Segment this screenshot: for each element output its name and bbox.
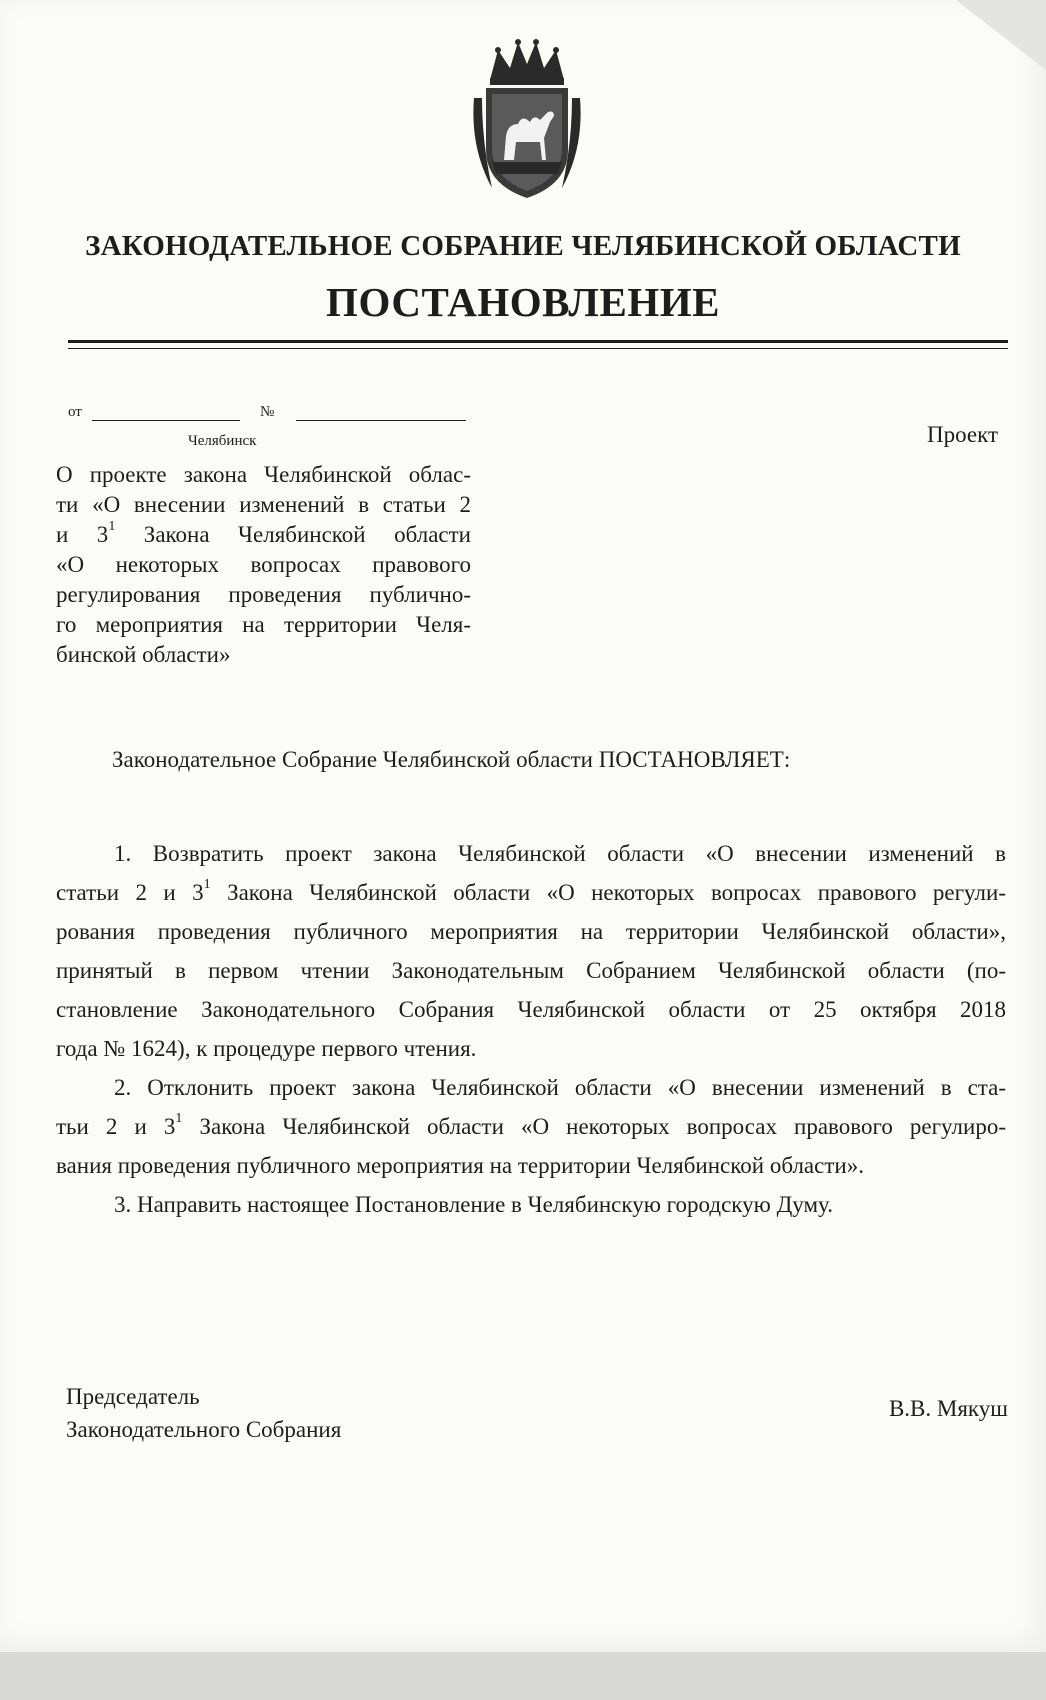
item-2-line: 2. Отклонить проект закона Челябинской области «О внесении изменений в ста- bbox=[114, 1075, 1006, 1100]
header-rule-thin bbox=[68, 348, 1008, 349]
subject-line: О проекте закона Челябинской облас- bbox=[56, 462, 471, 487]
resolution-items bbox=[56, 836, 1006, 1226]
signatory-title-line: Законодательного Собрания bbox=[66, 1417, 342, 1442]
subject-line: ти «О внесении изменений в статьи 2 bbox=[56, 492, 471, 517]
subject-line: регулирования проведения публично- bbox=[56, 582, 471, 607]
coat-of-arms-emblem bbox=[468, 38, 586, 203]
header-rule-thick bbox=[68, 340, 1008, 343]
scan-bottom-edge bbox=[0, 1652, 1046, 1700]
subject-text: и 3 bbox=[56, 522, 109, 547]
subject-line: «О некоторых вопросах правового bbox=[56, 552, 471, 577]
item-1-line: становление Законодательного Собрания Челябинской области от 25 октября 2018 bbox=[56, 997, 1006, 1022]
item-1-line: года № 1624), к процедуре первого чтения. bbox=[56, 1036, 477, 1061]
item-1-line bbox=[56, 875, 1006, 914]
item-superscript: 1 bbox=[175, 1111, 183, 1127]
item-superscript: 1 bbox=[203, 877, 211, 893]
signatory-title bbox=[66, 1380, 341, 1446]
item-text: тьи 2 и 3 bbox=[56, 1114, 176, 1139]
document-type-title: ПОСТАНОВЛЕНИЕ bbox=[326, 279, 720, 325]
city-label: Челябинск bbox=[188, 433, 257, 449]
signatory-title-line: Председатель bbox=[66, 1384, 200, 1409]
preamble: Законодательное Собрание Челябинской области ПОСТАНОВЛЯЕТ: bbox=[112, 747, 791, 772]
organization-name: ЗАКОНОДАТЕЛЬНОЕ СОБРАНИЕ ЧЕЛЯБИНСКОЙ ОБЛАСТИ bbox=[85, 230, 961, 262]
date-blank bbox=[92, 404, 240, 421]
item-1-line: принятый в первом чтении Законодательным Собранием Челябинской области (по- bbox=[56, 958, 1006, 983]
item-1-line: 1. Возвратить проект закона Челябинской области «О внесении изменений в bbox=[114, 841, 1006, 866]
item-1-line: рования проведения публичного мероприятия на территории Челябинской области», bbox=[56, 919, 1006, 944]
item-3-line: 3. Направить настоящее Постановление в Челябинскую городскую Думу. bbox=[114, 1192, 833, 1217]
page-corner-fold bbox=[956, 0, 1046, 70]
date-label: от bbox=[68, 404, 82, 420]
subject-text: Закона Челябинской области bbox=[115, 522, 471, 547]
item-2-line bbox=[56, 1109, 1006, 1148]
subject-line: го мероприятия на территории Челя- bbox=[56, 612, 471, 637]
item-text: Закона Челябинской области «О некоторых вопросах правового регулиро- bbox=[182, 1114, 1006, 1139]
number-label: № bbox=[260, 404, 275, 420]
item-text: Закона Челябинской области «О некоторых вопросах правового регули- bbox=[210, 880, 1006, 905]
item-text: статьи 2 и 3 bbox=[56, 880, 204, 905]
subject-line: бинской области» bbox=[56, 642, 231, 667]
subject-superscript: 1 bbox=[108, 519, 116, 535]
signatory-name: В.В. Мякуш bbox=[888, 1396, 1008, 1421]
subject-line bbox=[56, 520, 471, 550]
project-label: Проект bbox=[926, 422, 998, 447]
item-2-line: вания проведения публичного мероприятия на территории Челябинской области». bbox=[56, 1153, 864, 1178]
number-blank bbox=[296, 404, 466, 421]
document-subject bbox=[56, 460, 471, 670]
